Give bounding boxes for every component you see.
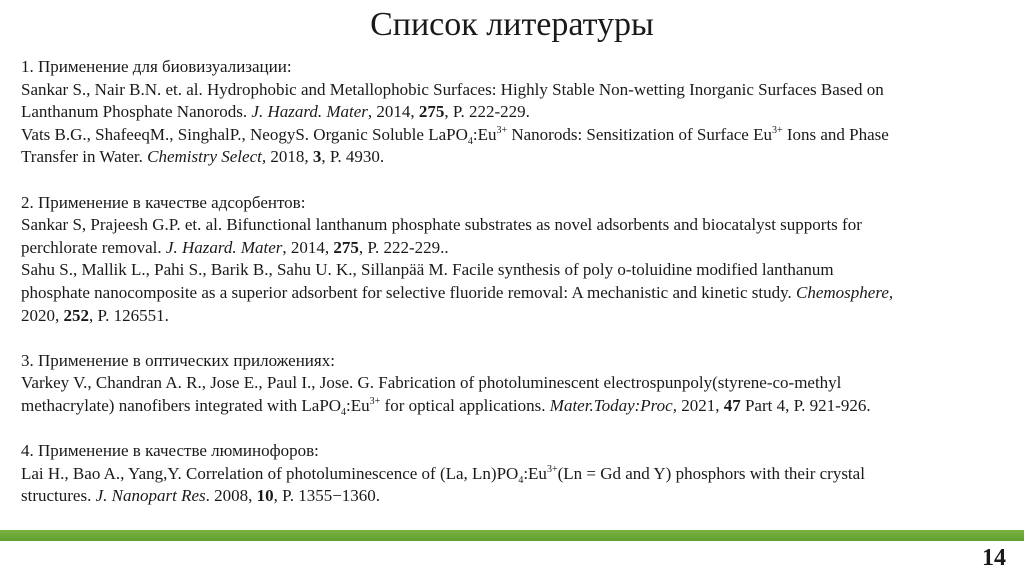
volume: 275 <box>333 237 359 257</box>
reference-line: Sankar S., Nair B.N. et. al. Hydrophobic and Metallophobic Surfaces: Highly Stable Non-wetting Inorganic Surfaces Based on <box>21 79 884 99</box>
volume: 252 <box>63 305 89 325</box>
reference-line: phosphate nanocomposite as a superior adsorbent for selective fluoride removal: A mechanistic and kinetic study. Chemosphere, <box>21 282 894 302</box>
slide-title: Список литературы <box>370 6 654 43</box>
section-heading: 1. Применение для биовизуализации: <box>21 57 292 76</box>
section-heading: 3. Применение в оптических приложениях: <box>21 350 335 370</box>
journal-name: J. Hazard. Mater <box>251 102 368 122</box>
journal-name: J. Hazard. Mater <box>165 237 283 257</box>
reference-line: perchlorate removal. J. Hazard. Mater, 2014, 275, P. 222-229.. <box>21 237 449 257</box>
volume: 3 <box>312 147 322 167</box>
journal-name: J. Nanopart Res <box>95 486 206 506</box>
reference-line: Varkey V., Chandran A. R., Jose E., Paul I., Jose. G. Fabrication of photoluminescent electrospunpoly(styrene-co-methyl <box>21 373 842 393</box>
footer-accent-bar <box>0 530 1024 541</box>
reference-line: structures. J. Nanopart Res. 2008, 10, P. 1355−1360. <box>21 486 381 506</box>
reference-line: Lanthanum Phosphate Nanorods. J. Hazard. Mater, 2014, 275, P. 222-229. <box>21 102 530 122</box>
section-heading: 2. Применение в качестве адсорбентов: <box>21 192 306 212</box>
volume: 47 <box>723 395 741 415</box>
section-heading: 4. Применение в качестве люминофоров: <box>21 441 319 461</box>
journal-name: Chemosphere <box>796 282 889 302</box>
reference-line: 2020, 252, P. 126551. <box>21 305 169 325</box>
reference-list <box>21 56 1011 508</box>
reference-line: Vats B.G., ShafeeqM., SinghalP., NeogyS. Organic Soluble $LaPO_4:Eu^{3+}$ Nanorods: Sensitization of Surface $Eu^{3+}$ Ions and Phase <box>21 124 889 147</box>
volume: 275 <box>418 102 445 122</box>
journal-name: Mater.Today:Proc, <box>549 395 677 415</box>
reference-line: methacrylate) nanofibers integrated with $LaPO_4:Eu^{3+}$ for optical applications. Mater.Today:Proc, 2021, 47 Part 4, P. 921-926. <box>21 395 871 418</box>
page-number: 14 <box>982 545 1006 571</box>
reference-line: Lai H., Bao A., Yang,Y. Correlation of photoluminescence of (La, $Ln)PO_4:Eu^{3+}(Ln = Gd$ and Y) phosphors with their crystal <box>21 463 865 486</box>
journal-name: Chemistry Select, <box>147 147 267 167</box>
reference-line: Sankar S, Prajeesh G.P. et. al. Bifunctional lanthanum phosphate substrates as novel adsorbents and biocatalyst supports for <box>21 215 862 235</box>
reference-line: Sahu S., Mallik L., Pahi S., Barik B., Sahu U. K., Sillanpää M. Facile synthesis of poly o-toluidine modified lanthanum <box>21 260 834 280</box>
reference-line: Transfer in Water. Chemistry Select, 2018, 3, P. 4930. <box>21 147 385 167</box>
volume: 10 <box>256 486 274 506</box>
